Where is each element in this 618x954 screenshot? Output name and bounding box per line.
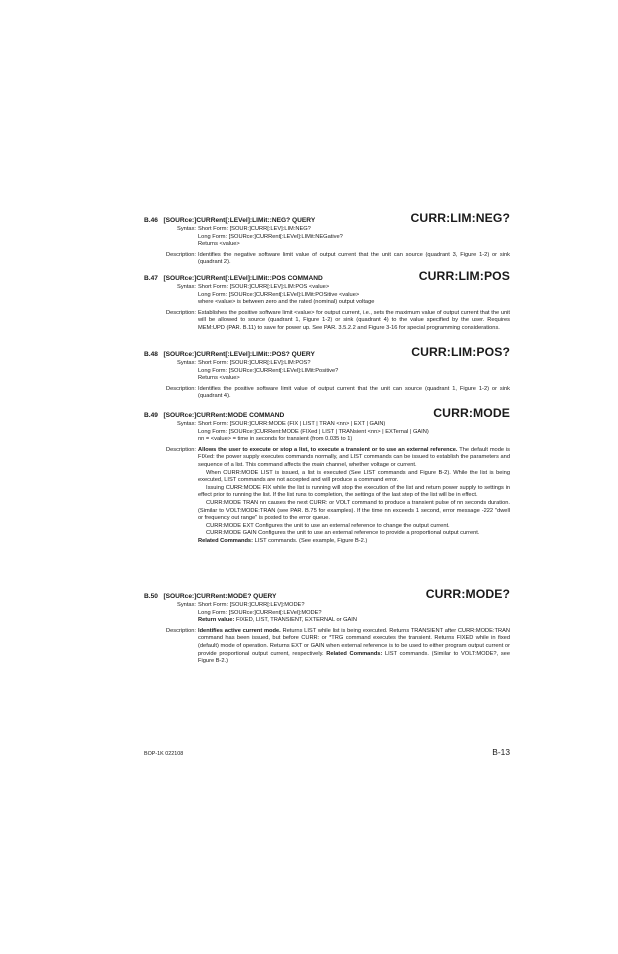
description-para-6: CURR:MODE GAIN Configures the unit to use an external reference to provide a proportional output current. bbox=[206, 530, 480, 537]
syntax-block bbox=[198, 421, 510, 444]
description-label: Description: bbox=[165, 627, 196, 634]
syntax-label: Syntax: bbox=[177, 421, 196, 427]
command-name: CURR:MODE? bbox=[425, 587, 510, 601]
related-commands: Related Commands: LIST commands. (See example, Figure B-2.) bbox=[198, 537, 368, 544]
command-name: CURR:LIM:POS? bbox=[411, 345, 510, 359]
description-text: Identifies the negative software limit value of output current that the unit can source (quadrant 3, Figure 1-2) or sink (quadrant 2). bbox=[198, 251, 510, 266]
description-para-1: Allows the user to execute or stop a list, to execute a transient or to use an external reference. The default mode is FIXed: the power supply executes commands normally, and LIST commands can be issued to establish the parameters and sequence of a list. This command affects the main channel, whether voltage or current. bbox=[198, 446, 510, 468]
description-row bbox=[144, 252, 510, 267]
long-form: Long Form: [SOURce:]CURRent[:LEVel]:LIMit:Positive? bbox=[198, 367, 339, 374]
syntax-row bbox=[144, 421, 510, 444]
section-title: B.50 [SOURce:]CURRent:MODE? QUERY bbox=[144, 593, 277, 600]
short-form: Short Form: [SOUR:]CURR:MODE (FIX | LIST | TRAN <nn> | EXT | GAIN) bbox=[198, 421, 386, 427]
description-block bbox=[198, 447, 510, 546]
section-b48 bbox=[144, 344, 510, 401]
description-text: Identifies active current mode. Returns LIST while list is being executed. Returns TRANSIENT after CURR:MODE:TRAN command has been issued, but before CURR: or *TRG command executes the transient. Returns FIXED while in fixed (default) mode of operation. Returns EXT or GAIN when external reference is to be used to either program output current or provide proportional output current, respectively. Related Commands: LIST commands. (Similar to VOLT:MODE?, see Figure B-2.) bbox=[198, 627, 510, 665]
section-header bbox=[144, 586, 510, 600]
description-label: Description: bbox=[165, 446, 196, 453]
section-header bbox=[144, 405, 510, 419]
syntax-row bbox=[144, 226, 510, 249]
section-title: B.48 [SOURce:]CURRent[:LEVel]:LIMit::POS? QUERY bbox=[144, 351, 315, 358]
syntax-row bbox=[144, 602, 510, 625]
section-header bbox=[144, 344, 510, 358]
section-header bbox=[144, 210, 510, 224]
document-id: BOP-1K 022108 bbox=[144, 751, 184, 757]
return-value-line: Return value: FIXED, LIST, TRANSIENT, EXTERNAL or GAIN bbox=[198, 617, 357, 624]
syntax-label: Syntax: bbox=[177, 360, 196, 366]
syntax-block bbox=[198, 360, 510, 383]
description-label: Description: bbox=[165, 309, 196, 316]
section-header bbox=[144, 268, 510, 282]
description-text: Identifies the positive software limit value of output current that the unit can source (quadrant 1, Figure 1-2) or sink (quadrant 4). bbox=[198, 385, 510, 400]
syntax-label: Syntax: bbox=[177, 602, 196, 608]
long-form: Long Form: [SOURce:]CURRent:MODE (FIXed | LIST | TRANsient <nn> | EXTernal | GAIN) bbox=[198, 428, 429, 435]
related-commands-label: Related Commands: bbox=[326, 650, 383, 657]
description-row bbox=[144, 628, 510, 666]
section-b49 bbox=[144, 405, 510, 546]
short-form: Short Form: [SOUR:]CURR[:LEV]:LIM:POS? bbox=[198, 360, 311, 366]
section-b50 bbox=[144, 586, 510, 666]
short-form: Short Form: [SOUR:]CURR[:LEV]:LIM:POS <value> bbox=[198, 284, 330, 290]
syntax-block bbox=[198, 226, 510, 249]
syntax-block bbox=[198, 284, 510, 307]
description-lead: Identifies active current mode. bbox=[198, 627, 281, 634]
command-name: CURR:MODE bbox=[433, 406, 510, 420]
description-row bbox=[144, 386, 510, 401]
short-form: Short Form: [SOUR:]CURR[:LEV]:MODE? bbox=[198, 602, 305, 608]
section-b47 bbox=[144, 268, 510, 333]
section-title: B.49 [SOURce:]CURRent:MODE COMMAND bbox=[144, 412, 285, 419]
description-label: Description: bbox=[165, 251, 196, 258]
description-block bbox=[198, 628, 510, 666]
short-form: Short Form: [SOUR:]CURR[:LEV]:LIM:NEG? bbox=[198, 226, 311, 232]
description-text: Establishes the positive software limit <value> for output current, i.e., sets the maximum value of output current that the unit will be allowed to source (quadrant 1, Figure 1-2) or sink (quadrant 4) to the value specified by the user. Requires MEM:UPD (PAR. B.11) to save for power up. See PAR. 3.5.2.2 and Figure 3-16 for special programming considerations. bbox=[198, 309, 510, 331]
returns-line: Returns <value> bbox=[198, 375, 240, 382]
syntax-row bbox=[144, 284, 510, 307]
command-name: CURR:LIM:POS bbox=[418, 269, 510, 283]
description-para-3: Issuing CURR:MODE FIX while the list is running will stop the execution of the list and return power supply to settings in effect prior to running the list. If the list runs to completion, the settings of the last step of the list will be in effect. bbox=[198, 484, 510, 499]
syntax-label: Syntax: bbox=[177, 284, 196, 290]
description-label: Description: bbox=[165, 385, 196, 392]
syntax-block bbox=[198, 602, 510, 625]
command-name: CURR:LIM:NEG? bbox=[410, 211, 510, 225]
description-row bbox=[144, 447, 510, 546]
section-b46 bbox=[144, 210, 510, 267]
description-lead: Allows the user to execute or stop a list, to execute a transient or to use an external reference. bbox=[198, 446, 458, 453]
section-title: B.47 [SOURce:]CURRent[:LEVel]:LIMit::POS COMMAND bbox=[144, 275, 323, 282]
returns-line: Returns <value> bbox=[198, 241, 240, 248]
long-form: Long Form: [SOURce:]CURRent[:LEVel]:MODE? bbox=[198, 609, 322, 616]
section-title: B.46 [SOURce:]CURRent[:LEVel]:LIMit::NEG? QUERY bbox=[144, 217, 316, 224]
description-para-4: CURR:MODE TRAN nn causes the next CURR: or VOLT command to produce a transient pulse of nn seconds duration. (Similar to VOLT:MODE:TRAN (see PAR. B.75 for examples). If the time nn exceeds 1 second, error message -222 "dwell or frequency out range" is posted to the error queue. bbox=[198, 499, 510, 522]
description-row bbox=[144, 310, 510, 333]
syntax-row bbox=[144, 360, 510, 383]
page-number: B-13 bbox=[492, 747, 510, 757]
description-para-2: When CURR:MODE LIST is issued, a list is executed (See LIST commands and Figure B-2). While the list is being executed, LIST commands are not accepted and will produce a command error. bbox=[198, 469, 510, 484]
long-form: Long Form: [SOURce:]CURRent[:LEVel]:LIMit:POSitive <value> bbox=[198, 291, 360, 298]
description-para-5: CURR:MODE EXT Configures the unit to use an external reference to change the output current. bbox=[206, 522, 450, 529]
value-range-line: where <value> is between zero and the rated (nominal) output voltage bbox=[198, 299, 375, 306]
syntax-label: Syntax: bbox=[177, 226, 196, 232]
transient-time-line: nn = <value> = time in seconds for transient (from 0.035 to 1) bbox=[198, 436, 353, 443]
long-form: Long Form: [SOURce:]CURRent[:LEVel]:LIMit:NEGative? bbox=[198, 233, 343, 240]
